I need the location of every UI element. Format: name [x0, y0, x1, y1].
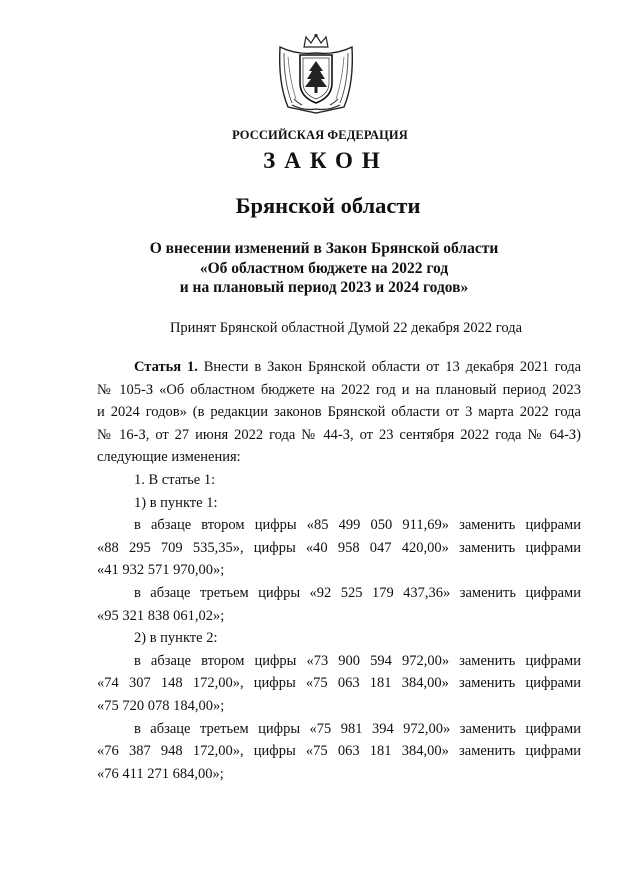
article-line: Статья 1. Внести в Закон Брянской области от 13 декабря 2021 года: [134, 359, 581, 375]
article-line: в абзаце втором цифры «85 499 050 911,69» заменить цифрами: [134, 517, 581, 534]
article-line: № 105-З «Об областном бюджете на 2022 год и на плановый период 2023: [97, 381, 581, 398]
subject-line-1: О внесении изменений в Закон Брянской области: [149, 240, 499, 257]
article-line: в абзаце третьем цифры «92 525 179 437,36» заменить цифрами: [134, 584, 581, 601]
article-line: 2) в пункте 2:: [134, 630, 218, 647]
subject-line-3: и на плановый период 2023 и 2024 годов»: [179, 279, 469, 296]
subject-line-2: «Об областном бюджете на 2022 год: [199, 260, 449, 277]
article-line: следующие изменения:: [97, 449, 241, 466]
article-line: «88 295 709 535,35», цифры «40 958 047 420,00» заменить цифрами: [97, 539, 581, 556]
article-label: Статья 1.: [134, 359, 198, 375]
country-name: РОССИЙСКАЯ ФЕДЕРАЦИЯ: [232, 128, 408, 142]
article-line: 1) в пункте 1:: [134, 494, 218, 511]
coat-of-arms-emblem: [276, 33, 356, 115]
article-line: и 2024 годов» (в редакции законов Брянской области от 3 марта 2022 года: [97, 404, 581, 421]
article-line: «76 411 271 684,00»;: [97, 765, 224, 782]
article-line: «41 932 571 970,00»;: [97, 562, 225, 579]
article-line: «75 720 078 184,00»;: [97, 697, 225, 714]
article-line: «95 321 838 061,02»;: [97, 607, 225, 624]
adoption-note: Принят Брянской областной Думой 22 декабря 2022 года: [169, 320, 523, 336]
article-line: 1. В статье 1:: [134, 471, 216, 488]
document-type-title: ЗАКОН: [263, 148, 389, 173]
region-title: Брянской области: [235, 193, 421, 218]
article-line: «74 307 148 172,00», цифры «75 063 181 384,00» заменить цифрами: [97, 675, 581, 692]
article-line: № 16-З, от 27 июня 2022 года № 44-З, от 23 сентября 2022 года № 64-З): [97, 426, 581, 443]
article-line: в абзаце втором цифры «73 900 594 972,00» заменить цифрами: [134, 652, 581, 669]
article-body: [97, 356, 581, 785]
article-line: в абзаце третьем цифры «75 981 394 972,00» заменить цифрами: [134, 720, 581, 737]
article-line: «76 387 948 172,00», цифры «75 063 181 384,00» заменить цифрами: [97, 743, 581, 760]
